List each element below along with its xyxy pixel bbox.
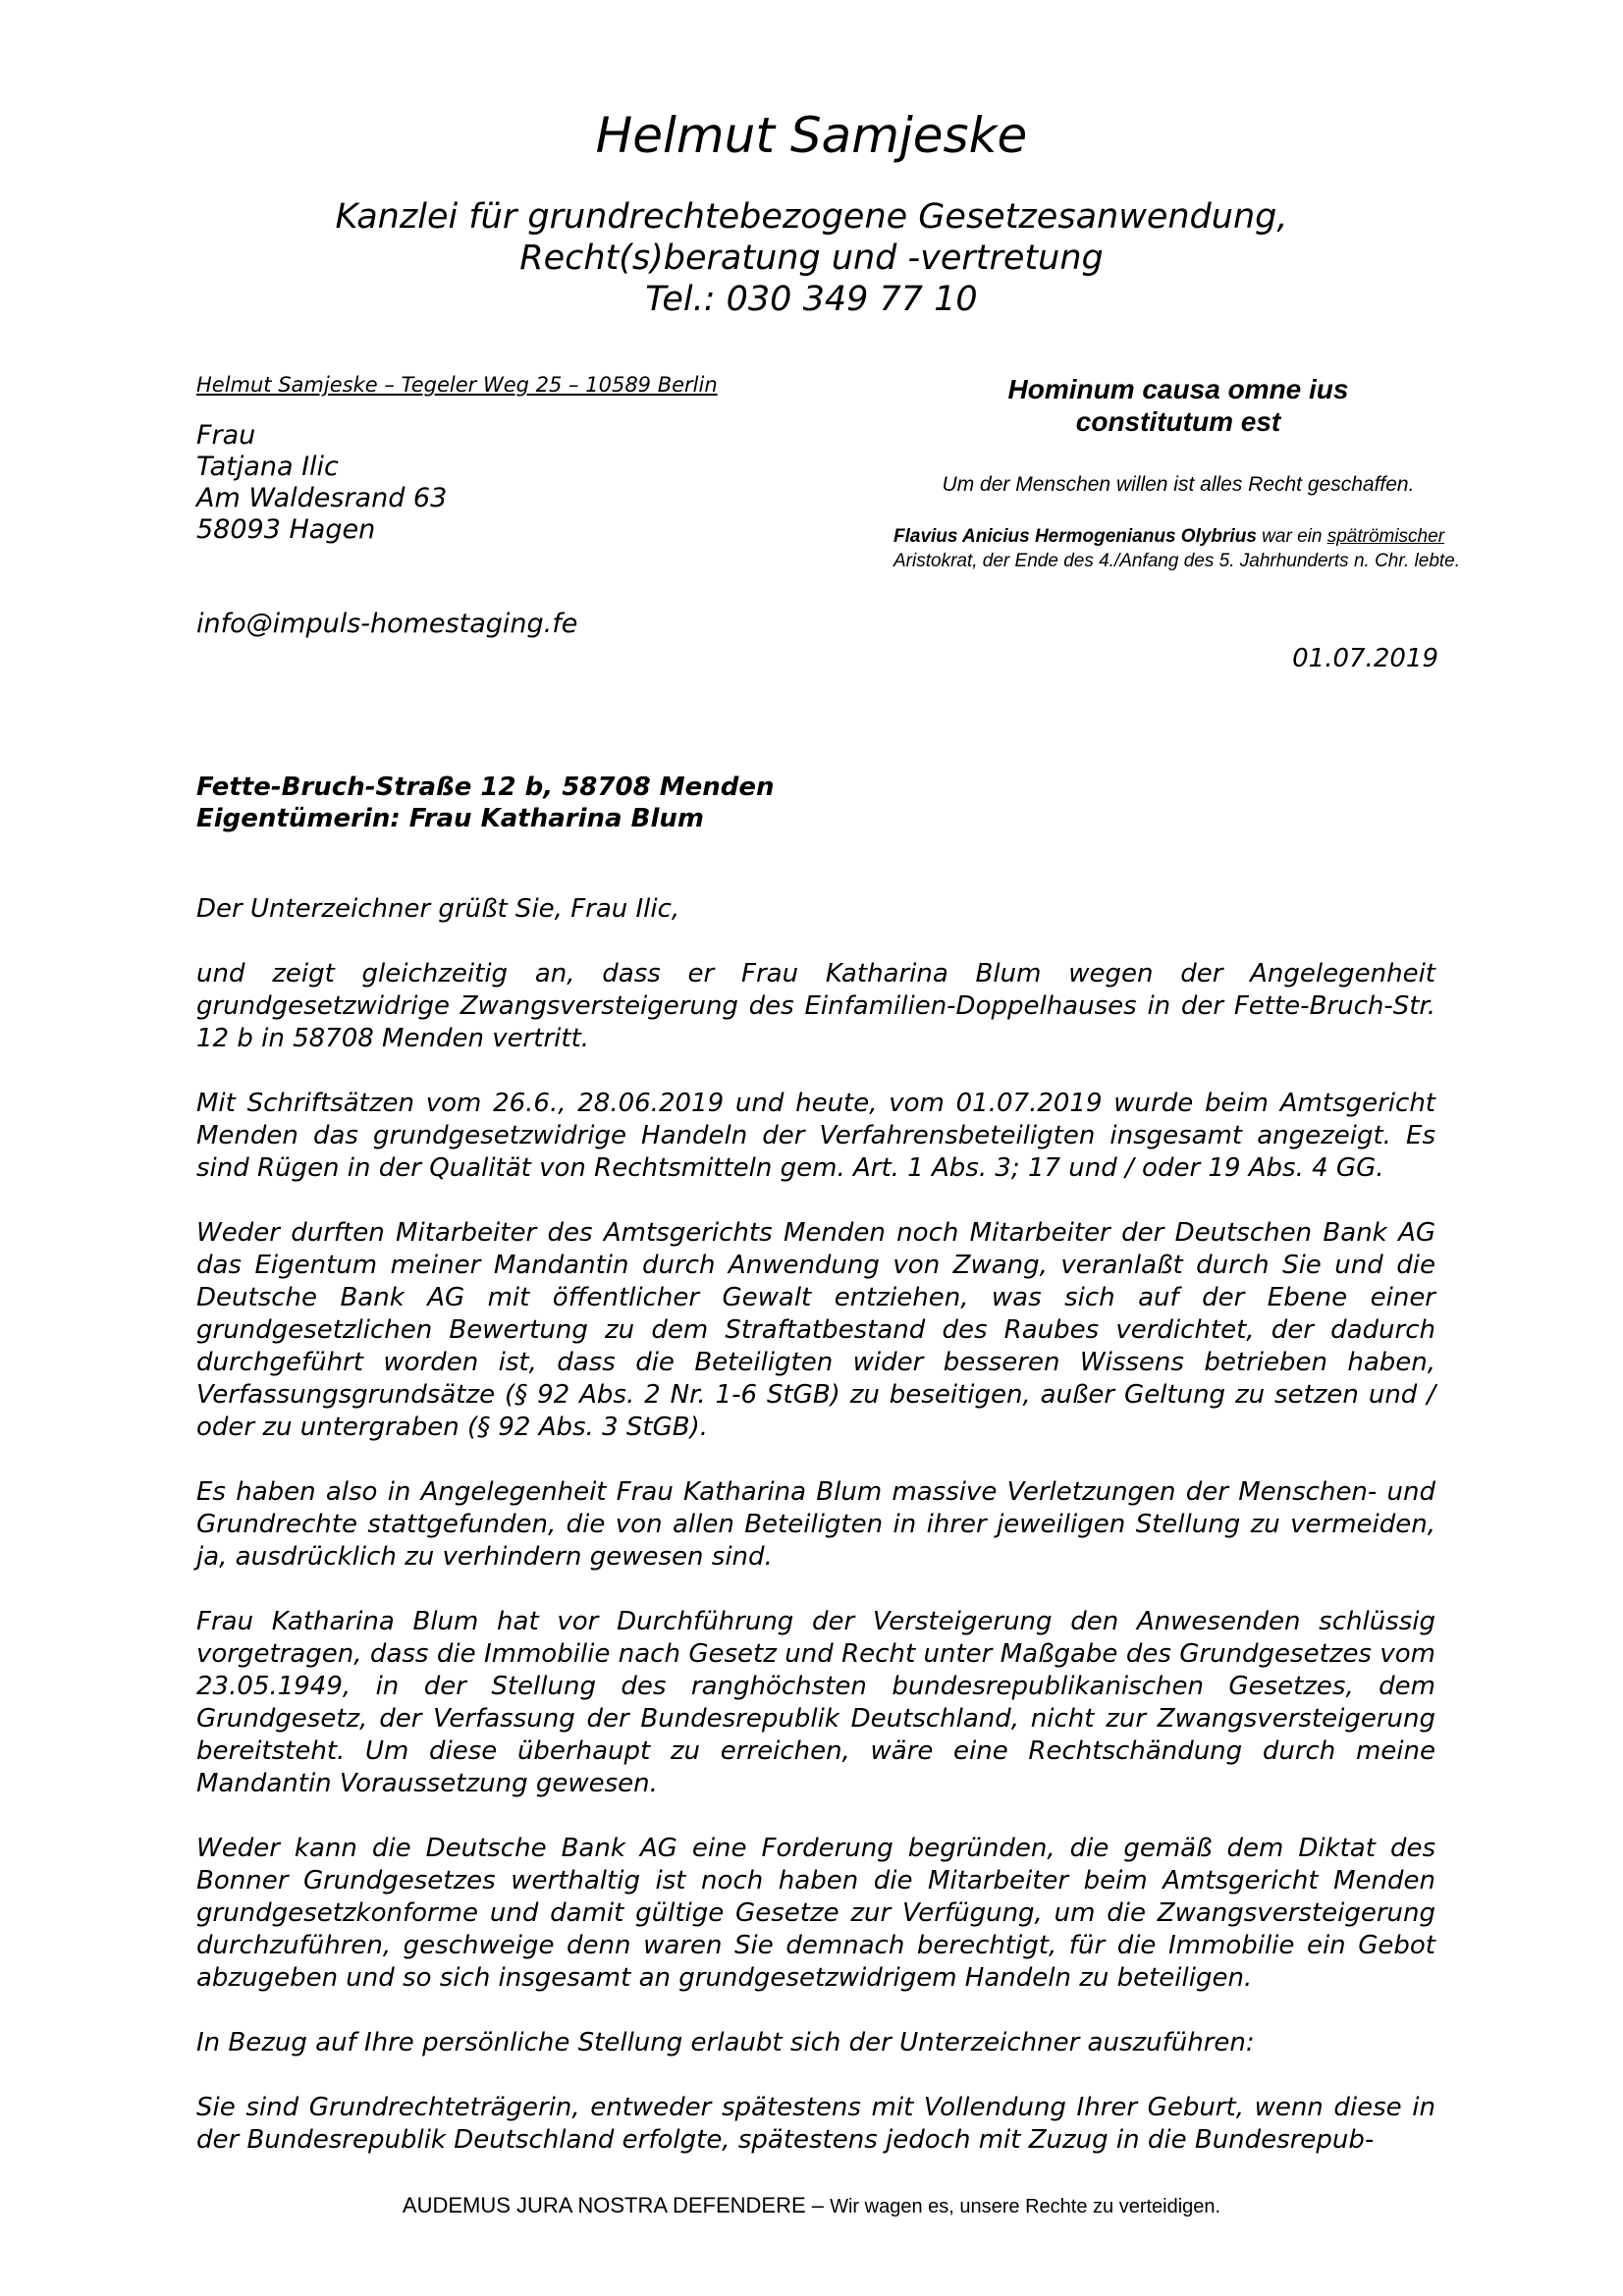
letterhead-name: Helmut Samjeske: [595, 107, 1028, 164]
motto-note-mid: war ein: [1256, 526, 1327, 547]
body-paragraph: Mit Schriftsätzen vom 26.6., 28.06.2019 und heute, vom 01.07.2019 wurde beim Amtsgericht Menden das grundgesetzwidrige Handeln der Verfahrensbeteiligten insgesamt angezeigt. Es sind Rügen in der Qualität von Rechtsmitteln gem. Art. 1 Abs. 3; 17 und / oder 19 Abs. 4 GG.: [196, 1089, 1435, 1183]
body-paragraph: In Bezug auf Ihre persönliche Stellung erlaubt sich der Unterzeichner auszuführen:: [196, 2028, 1255, 2057]
recipient-line: Am Waldesrand 63: [196, 483, 448, 513]
body-paragraph: Weder kann die Deutsche Bank AG eine Forderung begründen, die gemäß dem Diktat des Bonner Grundgesetzes werthaltig ist noch haben die Mitarbeiter beim Amtsgericht Menden grundgesetzkonforme und damit gültige Gesetze zur Verfügung, um die Zwangsversteigerung durchzuführen, geschweige denn waren Sie demnach berechtigt, für die Immobilie ein Gebot abzugeben und so sich insgesamt an grundgesetzwidrigem Handeln zu beteiligen.: [196, 1834, 1435, 1993]
subject-line2: Eigentümerin: Frau Katharina Blum: [196, 804, 704, 833]
letterhead-subtitle-line2: Recht(s)beratung und -vertretung: [519, 239, 1104, 278]
footer-motto: [0, 2193, 1623, 2218]
footer-latin: AUDEMUS JURA NOSTRA DEFENDERE: [402, 2193, 806, 2217]
letterhead-phone: Tel.: 030 349 77 10: [645, 280, 978, 319]
letter-date: 01.07.2019: [1292, 644, 1438, 673]
body-paragraph: und zeigt gleichzeitig an, dass er Frau Katharina Blum wegen der Angelegenheit grundgesetzwidrige Zwangsversteigerung des Einfamilien-Doppelhauses in der Fette-Bruch-Str. 12 b in 58708 Menden vertritt.: [196, 959, 1435, 1053]
latin-motto-line2: constitutum est: [1075, 406, 1281, 437]
motto-note-underlined: spätrömischer: [1326, 526, 1445, 547]
motto-translation: Um der Menschen willen ist alles Recht geschaffen.: [942, 473, 1415, 496]
motto-author: Flavius Anicius Hermogenianus Olybrius: [893, 526, 1257, 547]
latin-motto: [884, 373, 1473, 438]
footer-translation: Wir wagen es, unsere Rechte zu verteidigen.: [830, 2196, 1221, 2217]
recipient-address: [196, 420, 447, 546]
letter-body: [196, 893, 1435, 2189]
subject-block: [196, 772, 774, 834]
body-paragraph: Weder durften Mitarbeiter des Amtsgerichts Menden noch Mitarbeiter der Deutschen Bank AG das Eigentum meiner Mandantin durch Anwendung von Zwang, veranlaßt durch Sie und die Deutsche Bank AG mit öffentlicher Gewalt entziehen, was sich auf der Ebene einer grundgesetzlichen Bewertung zu dem Straftatbestand des Raubes verdichtet, der dadurch durchgeführt worden ist, dass die Beteiligten wider besseren Wissens betrieben haben, Verfassungsgrundsätze (§ 92 Abs. 2 Nr. 1-6 StGB) zu beseitigen, außer Geltung zu setzen und / oder zu untergraben (§ 92 Abs. 3 StGB).: [196, 1218, 1435, 1442]
body-paragraph: Sie sind Grundrechteträgerin, entweder spätestens mit Vollendung Ihrer Geburt, wenn diese in der Bundesrepublik Deutschland erfolgte, spätestens jedoch mit Zuzug in die Bundesrepub-: [196, 2093, 1435, 2155]
motto-attribution: [893, 524, 1465, 573]
recipient-email: info@impuls-homestaging.fe: [196, 609, 578, 639]
motto-note-rest: Aristokrat, der Ende des 4./Anfang des 5. Jahrhunderts n. Chr. lebte.: [893, 551, 1461, 571]
letterhead-subtitle-line1: Kanzlei für grundrechtebezogene Gesetzesanwendung,: [335, 197, 1288, 237]
footer-dash: –: [805, 2193, 831, 2217]
body-paragraph: Es haben also in Angelegenheit Frau Katharina Blum massive Verletzungen der Menschen- und Grundrechte stattgefunden, die von allen Beteiligten in ihrer jeweiligen Stellung zu vermeiden, ja, ausdrücklich zu verhindern gewesen sind.: [196, 1477, 1435, 1572]
letterhead-subtitle: [0, 196, 1623, 320]
subject-line1: Fette-Bruch-Straße 12 b, 58708 Menden: [196, 773, 775, 802]
latin-motto-line1: Hominum causa omne ius: [1007, 374, 1349, 404]
body-paragraph: Frau Katharina Blum hat vor Durchführung der Versteigerung den Anwesenden schlüssig vorgetragen, dass die Immobilie nach Gesetz und Recht unter Maßgabe des Grundgesetzes vom 23.05.1949, in der Stellung des ranghöchsten bundesrepublikanischen Gesetzes, dem Grundgesetz, der Verfassung der Bundesrepublik Deutschland, nicht zur Zwangsversteigerung bereitsteht. Um diese überhaupt zu erreichen, wäre eine Rechtschändung durch meine Mandantin Voraussetzung gewesen.: [196, 1607, 1435, 1798]
sender-return-address: Helmut Samjeske – Tegeler Weg 25 – 10589 Berlin: [196, 373, 718, 397]
recipient-line: 58093 Hagen: [196, 514, 376, 545]
greeting: Der Unterzeichner grüßt Sie, Frau Ilic,: [196, 894, 680, 924]
recipient-line: Frau: [196, 420, 256, 451]
recipient-line: Tatjana Ilic: [196, 452, 339, 482]
